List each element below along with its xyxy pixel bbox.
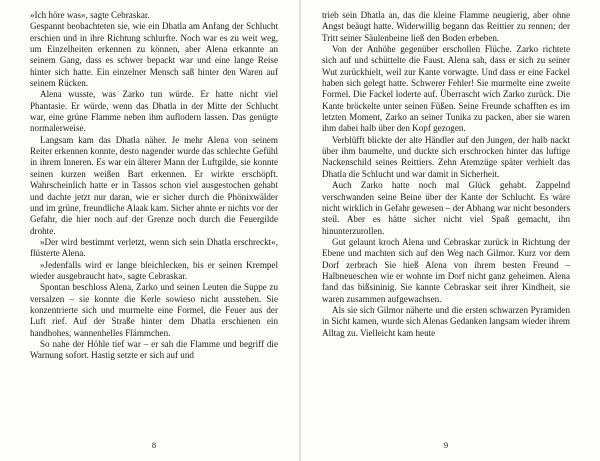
right-page: [322, 10, 570, 339]
left-page: [30, 10, 278, 362]
paragraph: Spontan beschloss Alena, Zarko und seinen Leuten die Suppe zu versalzen – sie konnte die Kerle sowieso nicht ausstehen. Sie konzentrierte sich und murmelte eine Formel, die Feuer aus der Luft rief. Auf der Straße hinter dem Dhatla erschienen ein handhohes, wannenhelles Flämmchen.: [30, 282, 278, 338]
gutter: [299, 0, 301, 461]
paragraph: Gut gelaunt kroch Alena und Cebraskar zurück in Richtung der Ebene und machten sich auf den Weg nach Gilmor. Kurz vor dem Dorf zerbrach Sie hieß Alena von ihrem besten Freund – Halbneueschen wie er wohnte im Dorf nicht ganz geheimen. Alena fand das bißsininig. Sie kannte Cebraskar seit ihrer Kindheit, sie waren zusammen aufgewachsen.: [322, 236, 570, 304]
paragraph: Auch Zarko hatte noch mal Glück gehabt. Zappelnd verschwanden seine Beine über der Kante der Schlucht. Es wäre nicht wirklich in Gefahr gewesen – der Abhang war nicht besonders steil. Aber es hätte sicher nicht viel Spaß gemacht, ihn hinunterzurollen.: [322, 180, 570, 236]
paragraph: trieb sein Dhatla an, das die kleine Flamme neugierig, aber ohne Angst beäugt hatte. Widerwillig begann das Reittier zu rennen; der Tritt seiner Säulenbeine ließ den Boden erbeben.: [322, 10, 570, 43]
paragraph: Als sie sich Gilmor näherte und die ersten schwarzen Pyramiden in Sicht kamen, wurde sich Alenas Gedanken langsam wieder ihrem Alltag zu. Vielleicht kam heute: [322, 304, 570, 338]
paragraph: »Der wird bestimmt verletzt, wenn sich sein Dhatla erschreckt«, flüsterte Alena.: [30, 236, 278, 259]
paragraph: »Ich höre was«, sagte Cebraskar.: [30, 10, 150, 20]
paragraph: Von der Anhöhe gegenüber erschollen Flüche. Zarko richtete sich auf und schüttelte die Faust. Alena sah, dass er sich zu seiner Wut zurückhielt, weil zur Kante vorwagte. Und dass er eine Fackel haben sich gelegt hatte. Schwerer Fehler! Sie murmelte eine zweite Formel. Die Fackel loderte auf. Überrascht wich Zarko zurück. Die Kante bröckelte unter seinen Füßen. Seine Freunde schafften es im letzten Moment, Zarko an seiner Tunika zu packen, aber sie waren ihm dabei halb über den Kopf gezogen.: [322, 44, 570, 134]
page-number-right: 9: [443, 440, 449, 450]
paragraph: So nahe der Höhle tief war – er sah die Flamme und begriff die Warnung sofort. Hastig setzte er sich auf und: [30, 338, 278, 361]
paragraph: Alena wusste, was Zarko tun würde. Er hatte nicht viel Phantasie. Er würde, wenn das Dhatla in der Mitte der Schlucht war, eine grüne Flamme neben ihm auflodern lassen. Das genügte normalerweise.: [30, 89, 278, 134]
page-number-left: 8: [151, 440, 157, 450]
paragraph: Langsam kam das Dhatla näher. Je mehr Alena von seinem Reiter erkennen konnte, desto nagender wurde das schlechte Gefühl in ihrem Inneren. Es war ein älterer Mann der Luftgilde, sie konnte seinen kurzen weißen Bart erkennen. Er wirkte erschöpft. Wahrscheinlich hatte er in Tassos schon viel ausgestochen gehabt und dachte jetzt nur daran, wie er sicher durch die Phönixwälder und im grüne, freundliche Alaak kam. Sicher ahnte er nichts vor der Gefahr, die hier noch auf der Grenze noch durch die Feuergilde drohte.: [30, 134, 278, 236]
paragraph: Verblüfft blickte der alte Händler auf den Jungen, der halb nackt über ihm baumelte, und duckte sich erschrocken hinter das luftige Nackenschild seines Reittiers. Zehn Atemzüge später verhielt das Dhatla die Schlucht und war damit in Sicherheit.: [322, 134, 570, 179]
paragraph: »Jedenfalls wird er lange bleichlecken, bis er seinen Krempel wieder ausgebraucht hat«, sagte Cebraskar.: [30, 259, 278, 281]
paragraph: Gespannt beobachteten sie, wie ein Dhatla am Anfang der Schlucht erschien und in ihre Richtung schlurfte. Noch war es zu weit weg, um Einzelheiten erkennen zu können, aber Alena erkannte an seinem Gang, dass es schwer bepackt war und eine lange Reise hinter sich hatte. Ein einzelner Mensch saß hinter den Waren auf seinem Rücken.: [30, 21, 278, 89]
